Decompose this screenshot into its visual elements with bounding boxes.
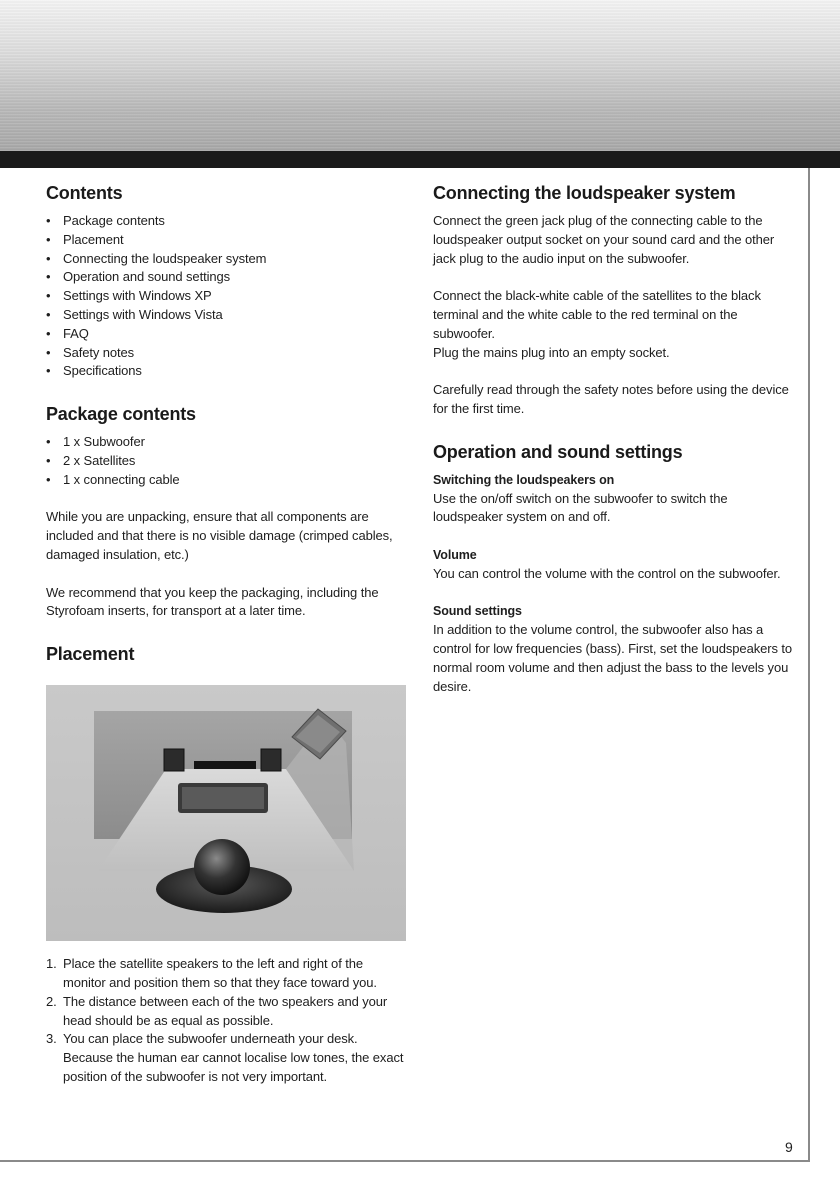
operation-heading: Operation and sound settings xyxy=(433,441,683,462)
sound-settings-text: In addition to the volume control, the subwoofer also has a control for low frequencies (bass). First, set the loudspeakers to normal room volume and then adjust the bass to the levels you desire. xyxy=(433,622,793,694)
right-border-rule xyxy=(808,168,810,1162)
step-text: Place the satellite speakers to the left and right of the monitor and position them so that they face toward you. xyxy=(63,956,377,990)
step-number: 3. xyxy=(46,1031,57,1047)
list-item: • Settings with Windows Vista xyxy=(46,306,406,325)
step-text: The distance between each of the two speakers and your head should be as equal as possible. xyxy=(63,993,388,1028)
connecting-heading: Connecting the loudspeaker system xyxy=(433,183,736,203)
switching-text: Use the on/off switch on the subwoofer to switch the loudspeaker system on and off. xyxy=(433,490,728,525)
connecting-paragraph-jack: Connect the green jack plug of the connecting cable to the loudspeaker output socket on your sound card and the other jack plug to the audio input on the subwoofer. xyxy=(433,213,775,266)
list-item: • FAQ xyxy=(46,325,406,344)
package-list xyxy=(46,433,406,489)
monitor-bar xyxy=(194,761,256,769)
placement-heading: Placement xyxy=(46,644,135,665)
list-item: • 2 x Satellites xyxy=(46,452,406,471)
switching-subheading: Switching the loudspeakers on xyxy=(433,472,615,487)
keyboard-keys xyxy=(182,787,264,809)
right-column xyxy=(433,180,793,696)
step-text: You can place the subwoofer underneath your desk. Because the human ear cannot localise low tones, the exact position of the subwoofer is not very important. xyxy=(63,1031,404,1084)
list-item: • Package contents xyxy=(46,212,406,231)
page-number: 9 xyxy=(785,1139,793,1155)
connecting-paragraph-mains: Plug the mains plug into an empty socket. xyxy=(433,344,670,360)
list-item: • Operation and sound settings xyxy=(46,268,406,287)
right-satellite-speaker xyxy=(261,749,281,771)
connecting-paragraph-safety: Carefully read through the safety notes before using the device for the first time. xyxy=(433,382,789,416)
list-item: • Specifications xyxy=(46,362,406,381)
volume-subheading: Volume xyxy=(433,547,477,562)
listener-head xyxy=(194,839,250,895)
connecting-paragraph-cables: Connect the black-white cable of the satellites to the black terminal and the white cable to the red terminal on the subwoofer. xyxy=(433,288,761,341)
placement-steps xyxy=(46,955,406,1087)
desk-setup-image xyxy=(46,685,406,941)
header-bar xyxy=(0,151,840,168)
list-item xyxy=(46,1030,406,1086)
contents-heading: Contents xyxy=(46,183,123,203)
list-item: • Settings with Windows XP xyxy=(46,287,406,306)
list-item xyxy=(46,993,406,1031)
list-item: • Connecting the loudspeaker system xyxy=(46,250,406,269)
header-banner xyxy=(0,0,840,152)
contents-list xyxy=(46,212,406,381)
list-item xyxy=(46,955,406,993)
sound-settings-subheading: Sound settings xyxy=(433,604,522,619)
package-contents-heading: Package contents xyxy=(46,404,196,425)
left-satellite-speaker xyxy=(164,749,184,771)
list-item: • 1 x Subwoofer xyxy=(46,433,406,452)
list-item: • Placement xyxy=(46,231,406,250)
package-paragraph-packaging: We recommend that you keep the packaging, including the Styrofoam inserts, for transport at a later time. xyxy=(46,584,379,619)
placement-illustration xyxy=(46,685,406,941)
bottom-border-rule xyxy=(0,1160,810,1162)
package-paragraph-unpacking: While you are unpacking, ensure that all components are included and that there is no visible damage (crimped cables, damaged insulation, etc.) xyxy=(46,509,393,562)
volume-text: You can control the volume with the control on the subwoofer. xyxy=(433,565,781,581)
step-number: 2. xyxy=(46,993,57,1009)
left-column xyxy=(46,180,406,1087)
list-item: • Safety notes xyxy=(46,344,406,363)
list-item: • 1 x connecting cable xyxy=(46,471,406,490)
step-number: 1. xyxy=(46,956,57,972)
